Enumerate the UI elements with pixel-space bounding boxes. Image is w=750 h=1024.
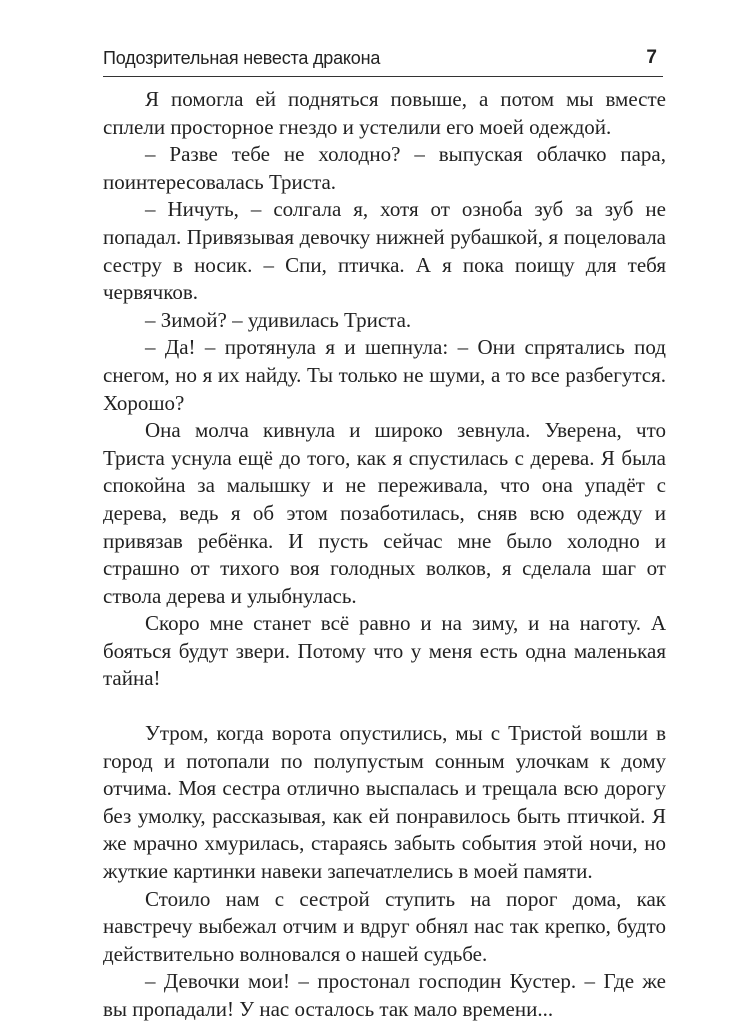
paragraph: – Ничуть, – солгала я, хотя от озноба зуб за зуб не попадал. Привязывая девочку нижней рубашкой, я поцеловала сестру в носик. – Спи, птичка. А я пока поищу для тебя червячков.: [103, 197, 666, 305]
paragraph: – Девочки мои! – простонал господин Кустер. – Где же вы пропадали! У нас осталось так мало времени...: [103, 969, 666, 1021]
page-body: [103, 86, 666, 1024]
paragraph: Стоило нам с сестрой ступить на порог дома, как навстречу выбежал отчим и вдруг обнял нас так крепко, будто действительно волновался о нашей судьбе.: [103, 886, 666, 966]
running-header: [103, 44, 663, 77]
book-title: Подозрительная невеста дракона: [103, 48, 381, 68]
paragraph: Скоро мне станет всё равно и на зиму, и на наготу. А бояться будут звери. Потому что у меня есть одна маленькая тайна!: [103, 611, 666, 691]
paragraph: Я помогла ей подняться повыше, а потом мы вместе сплели просторное гнездо и устелили его моей одеждой.: [103, 87, 666, 139]
paragraph: Утром, когда ворота опустились, мы с Тристой вошли в город и потопали по полупустым сонным улочкам к дому отчима. Моя сестра отлично выспалась и трещала всю дорогу без умолку, рассказывая, как ей понравилось быть птичкой. Я же мрачно хмурилась, стараясь забыть события этой ночи, но жуткие картинки навеки запечатлелись в моей памяти.: [103, 721, 666, 884]
paragraph: – Да! – протянула я и шепнула: – Они спрятались под снегом, но я их найду. Ты только не шуми, а то все разбегутся. Хорошо?: [103, 335, 666, 415]
page-number: 7: [646, 47, 657, 68]
paragraph: Она молча кивнула и широко зевнула. Уверена, что Триста уснула ещё до того, как я спустилась с дерева. Я была спокойна за малышку и не переживала, что она упадёт с дерева, ведь я об этом позаботилась, сняв всю одежду и привязав ребёнка. И пусть сейчас мне было холодно и страшно от тихого воя голодных волков, я сделала шаг от ствола дерева и улыбнулась.: [103, 418, 666, 608]
paragraph: – Разве тебе не холодно? – выпуская облачко пара, поинтересовалась Триста.: [103, 142, 666, 194]
paragraph: – Зимой? – удивилась Триста.: [145, 307, 412, 332]
